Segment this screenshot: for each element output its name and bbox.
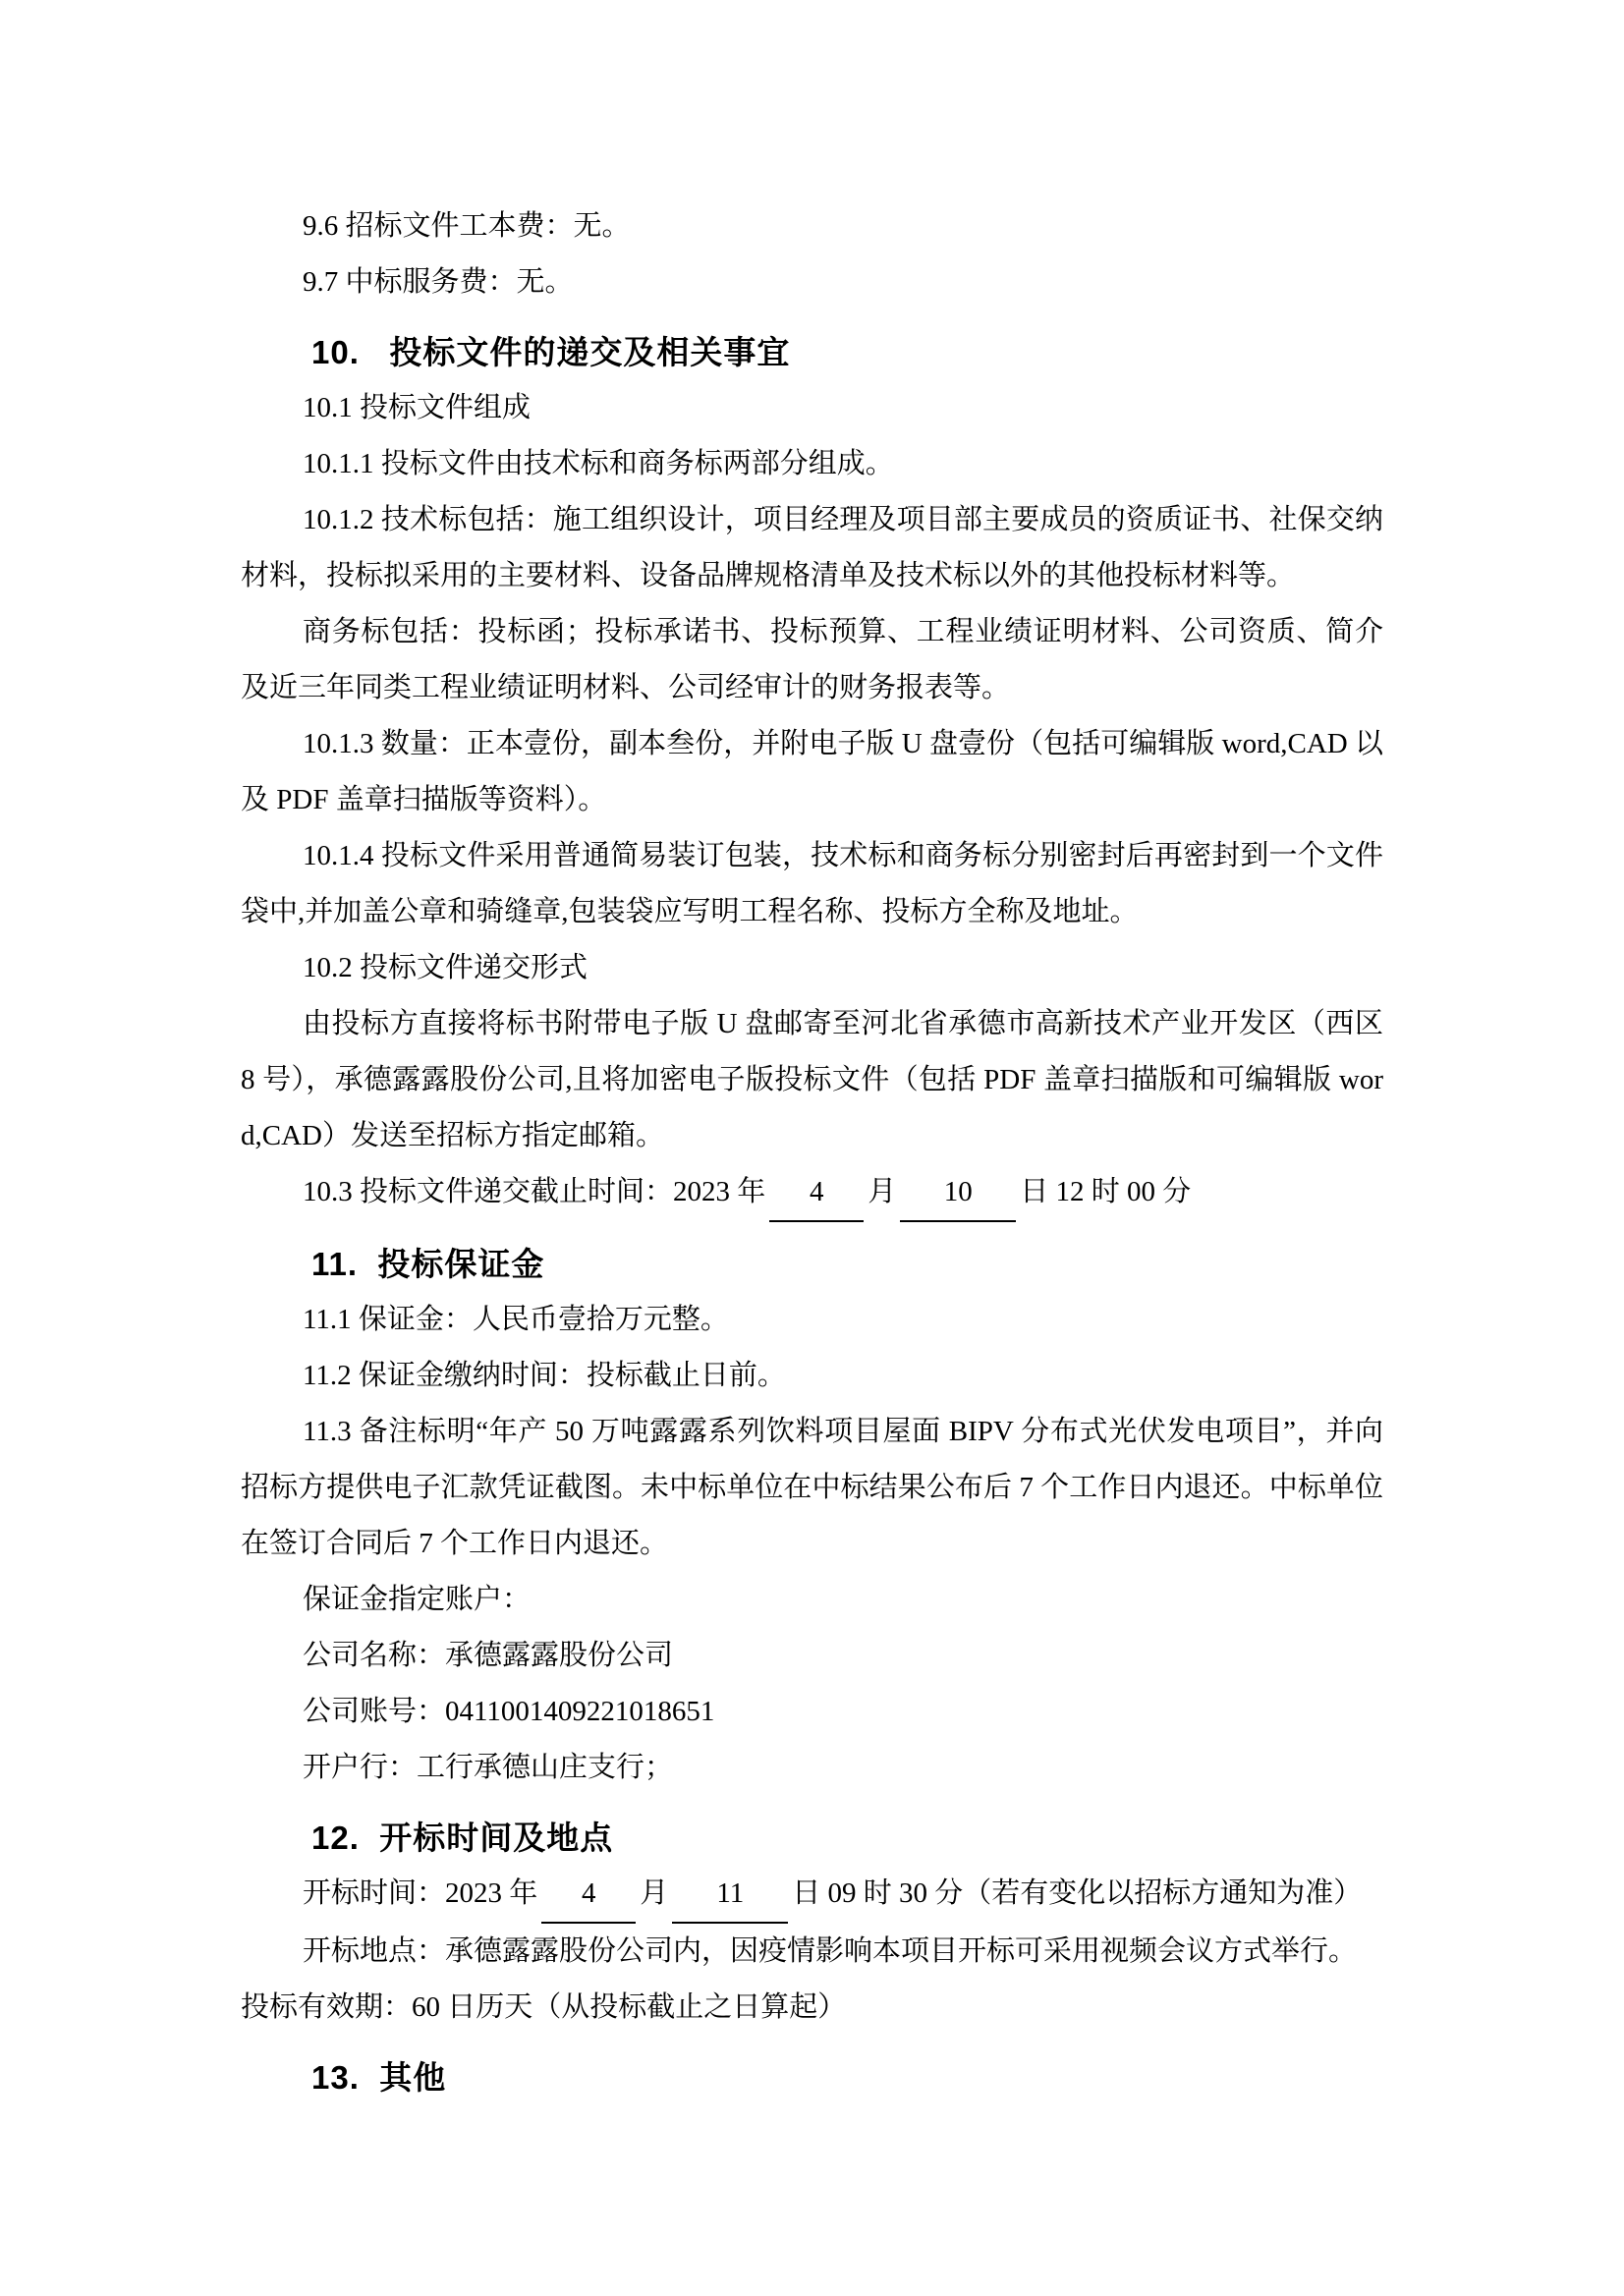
section-heading-13: 13. 其他	[311, 2059, 447, 2096]
clause-11-3: 11.3 备注标明“年产 50 万吨露露系列饮料项目屋面 BIPV 分布式光伏发电项目”，并向招标方提供电子汇款凭证截图。未中标单位在中标结果公布后 7 个工作日内退还。中标单位在签订合同后 7 个工作日内退还。	[241, 1416, 1383, 1559]
clause-9-7: 9.7 中标服务费：无。	[303, 266, 574, 298]
clause-10-2-body: 由投标方直接将标书附带电子版 U 盘邮寄至河北省承德市高新技术产业开发区（西区 8 号），承德露露股份公司,且将加密电子版投标文件（包括 PDF 盖章扫描版和可编辑版 word,CAD）发送至招标方指定邮箱。	[241, 1008, 1383, 1151]
section-heading-10: 10. 投标文件的递交及相关事宜	[311, 334, 791, 370]
company-account-line: 公司账号：0411001409221018651	[303, 1696, 715, 1727]
clause-9-6: 9.6 招标文件工本费：无。	[303, 210, 631, 242]
clause-10-1-3: 10.1.3 数量：正本壹份，副本叁份，并附电子版 U 盘壹份（包括可编辑版 word,CAD 以及 PDF 盖章扫描版等资料）。	[241, 728, 1383, 815]
company-name-line: 公司名称：承德露露股份公司	[303, 1640, 674, 1671]
clause-10-1-4: 10.1.4 投标文件采用普通简易装订包装，技术标和商务标分别密封后再密封到一个文件袋中,并加盖公章和骑缝章,包装袋应写明工程名称、投标方全称及地址。	[241, 840, 1383, 927]
clause-11-1: 11.1 保证金：人民币壹拾万元整。	[303, 1304, 729, 1335]
section-heading-11: 11. 投标保证金	[311, 1246, 545, 1282]
opening-place-line: 开标地点：承德露露股份公司内，因疫情影响本项目开标可采用视频会议方式举行。	[303, 1935, 1358, 1967]
deadline-day-blank: 10	[900, 1164, 1016, 1222]
clause-10-1-2: 10.1.2 技术标包括：施工组织设计，项目经理及项目部主要成员的资质证书、社保交纳材料，投标拟采用的主要材料、设备品牌规格清单及技术标以外的其他投标材料等。	[241, 504, 1383, 591]
deposit-account-label: 保证金指定账户：	[303, 1584, 532, 1615]
opening-time-between: 月	[640, 1877, 669, 1909]
clause-10-1: 10.1 投标文件组成	[303, 392, 532, 423]
opening-time-suffix: 日 09 时 30 分（若有变化以招标方通知为准）	[792, 1877, 1363, 1909]
opening-time-line	[241, 1866, 1383, 1924]
opening-time-prefix: 开标时间：2023 年	[303, 1877, 538, 1909]
deadline-month-blank: 4	[769, 1164, 864, 1222]
deadline-prefix: 10.3 投标文件递交截止时间：2023 年	[303, 1176, 766, 1207]
clause-10-3-deadline	[241, 1164, 1383, 1222]
bank-line: 开户行：工行承德山庄支行；	[303, 1752, 674, 1783]
clause-10-2: 10.2 投标文件递交形式	[303, 952, 588, 983]
bid-validity-line: 投标有效期：60 日历天（从投标截止之日算起）	[241, 1991, 847, 2023]
clause-10-1-1: 10.1.1 投标文件由技术标和商务标两部分组成。	[303, 448, 894, 479]
opening-month-blank: 4	[541, 1866, 636, 1924]
clause-11-2: 11.2 保证金缴纳时间：投标截止日前。	[303, 1360, 786, 1391]
opening-day-blank: 11	[672, 1866, 788, 1924]
deadline-between: 月	[868, 1176, 897, 1207]
deadline-suffix: 日 12 时 00 分	[1020, 1176, 1192, 1207]
clause-10-1-2-commercial: 商务标包括：投标函；投标承诺书、投标预算、工程业绩证明材料、公司资质、简介及近三年同类工程业绩证明材料、公司经审计的财务报表等。	[241, 616, 1383, 703]
section-heading-12: 12. 开标时间及地点	[311, 1820, 614, 1856]
